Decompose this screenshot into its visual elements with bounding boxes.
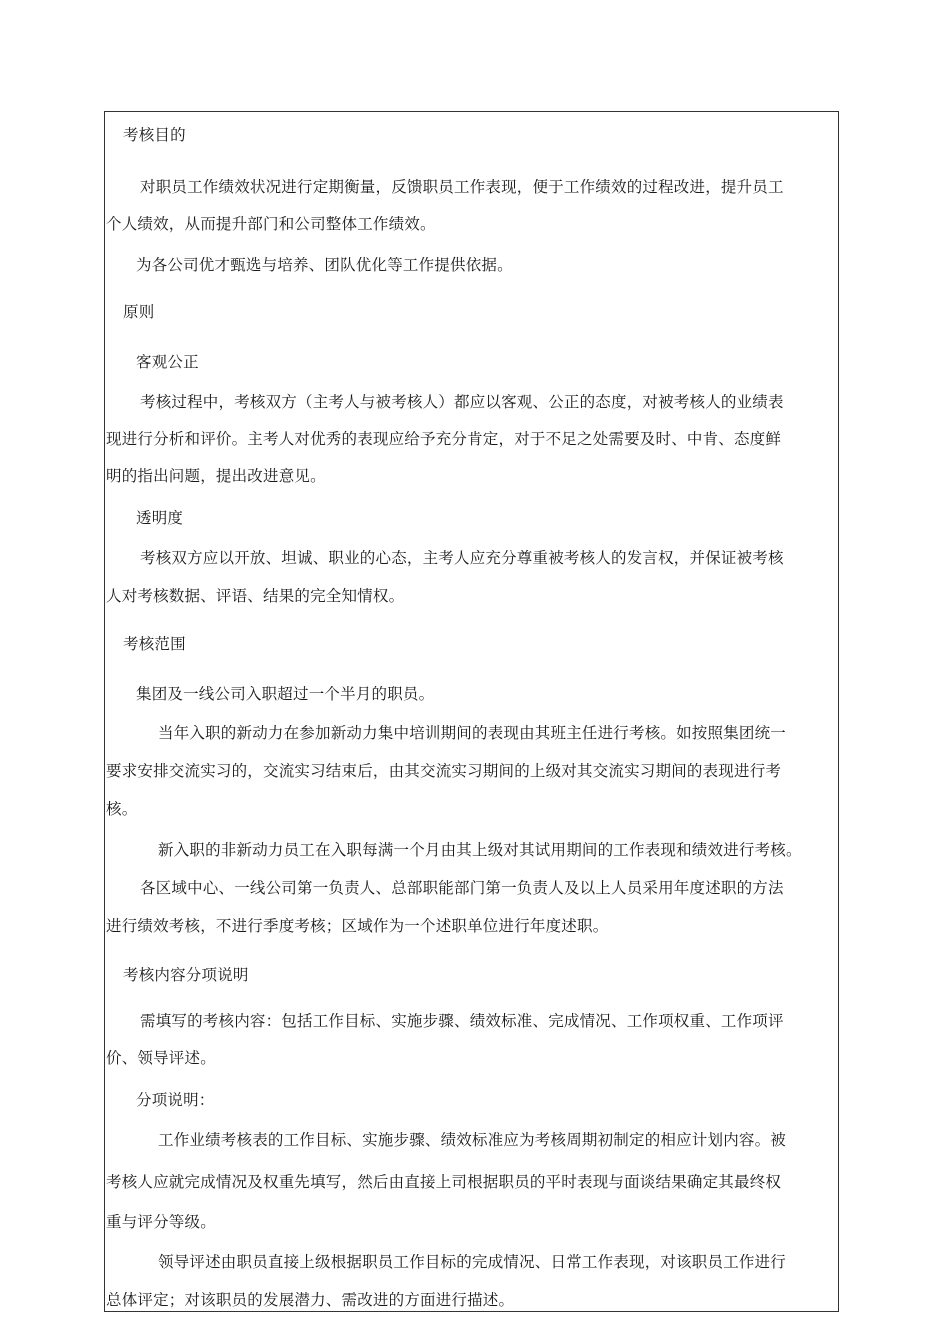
paragraph-line: 人对考核数据、评语、结果的完全知情权。 [106,587,405,605]
paragraph-line: 工作业绩考核表的工作目标、实施步骤、绩效标准应为考核周期初制定的相应计划内容。被 [158,1131,787,1149]
subheading-transparency: 透明度 [136,509,184,527]
paragraph-line: 对职员工作绩效状况进行定期衡量，反馈职员工作表现，便于工作绩效的过程改进，提升员工 [140,178,784,196]
paragraph-line: 要求安排交流实习的，交流实习结束后，由其交流实习期间的上级对其交流实习期间的表现进行考 [106,762,782,780]
paragraph-line: 新入职的非新动力员工在入职每满一个月由其上级对其试用期间的工作表现和绩效进行考核。 [158,841,802,859]
paragraph-line: 重与评分等级。 [106,1213,216,1231]
paragraph-line: 领导评述由职员直接上级根据职员工作目标的完成情况、日常工作表现，对该职员工作进行 [158,1253,787,1271]
paragraph-line: 进行绩效考核，不进行季度考核；区域作为一个述职单位进行年度述职。 [106,917,609,935]
paragraph-line: 考核过程中，考核双方（主考人与被考核人）都应以客观、公正的态度，对被考核人的业绩表 [140,393,784,411]
paragraph-line: 总体评定；对该职员的发展潜力、需改进的方面进行描述。 [106,1291,515,1309]
paragraph-line: 需填写的考核内容：包括工作目标、实施步骤、绩效标准、完成情况、工作项权重、工作项评 [140,1012,784,1030]
paragraph-line: 现进行分析和评价。主考人对优秀的表现应给予充分肯定，对于不足之处需要及时、中肯、态度鲜 [106,430,782,448]
subheading-objective: 客观公正 [136,353,199,371]
paragraph-line: 价、领导评述。 [106,1049,216,1067]
paragraph-line: 核。 [106,800,138,818]
section-title-purpose: 考核目的 [123,126,186,144]
paragraph-line: 考核双方应以开放、坦诚、职业的心态，主考人应充分尊重被考核人的发言权，并保证被考核 [140,549,784,567]
section-title-scope: 考核范围 [123,635,186,653]
paragraph-line: 个人绩效，从而提升部门和公司整体工作绩效。 [106,215,436,233]
subheading-item-notes: 分项说明： [136,1091,215,1109]
paragraph-line: 集团及一线公司入职超过一个半月的职员。 [136,685,435,703]
paragraph-line: 当年入职的新动力在参加新动力集中培训期间的表现由其班主任进行考核。如按照集团统一 [158,724,787,742]
paragraph-line: 各区域中心、一线公司第一负责人、总部职能部门第一负责人及以上人员采用年度述职的方法 [140,879,784,897]
section-title-principles: 原则 [123,303,155,321]
paragraph-line: 明的指出问题，提出改进意见。 [106,467,326,485]
section-title-content: 考核内容分项说明 [123,966,249,984]
paragraph-line: 为各公司优才甄选与培养、团队优化等工作提供依据。 [136,256,513,274]
paragraph-line: 考核人应就完成情况及权重先填写，然后由直接上司根据职员的平时表现与面谈结果确定其最终权 [106,1173,782,1191]
